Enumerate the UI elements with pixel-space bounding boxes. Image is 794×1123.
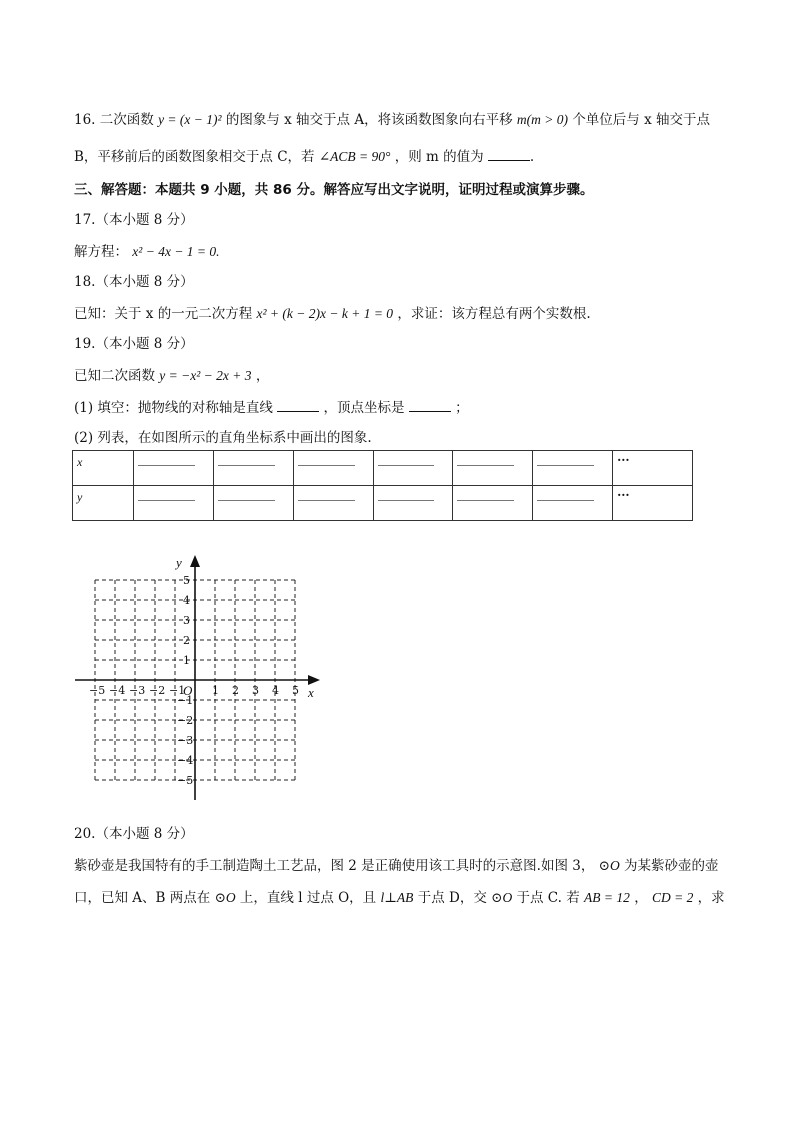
table-x-cell[interactable]	[453, 451, 533, 486]
q20-formula-6: CD = 2	[652, 890, 694, 905]
table-x-cell[interactable]	[533, 451, 613, 486]
q20-text-2e: ，	[634, 890, 648, 906]
table-x-cell[interactable]	[134, 451, 214, 486]
q16-text-2a: B，平移前后的函数图象相交于点 C，若	[74, 149, 315, 165]
q18-text-a: 已知：关于 x 的一元二次方程	[74, 306, 253, 322]
q19-part1	[74, 396, 469, 416]
x-tick-label: 5	[292, 684, 299, 697]
x-axis-label: x	[308, 685, 314, 700]
q19-body	[74, 364, 269, 384]
q20-text-1a: 紫砂壶是我国特有的手工制造陶土工艺品，图 2 是正确使用该工具时的示意图.如图 3，	[74, 858, 595, 874]
y-tick-label: −4	[177, 754, 194, 767]
q16-text-2end: .	[529, 149, 535, 165]
q16-text-1b: 的图象与 x 轴交于点 A，将该函数图象向右平移	[225, 112, 513, 128]
q19-header: 19.（本小题 8 分）	[74, 336, 194, 352]
q17-header: 17.（本小题 8 分）	[74, 212, 194, 228]
x-tick-label: −4	[109, 684, 126, 697]
q18-text-b: ，求证：该方程总有两个实数根.	[397, 306, 591, 322]
y-tick-label: 2	[183, 634, 190, 647]
q19-text-b: ，	[255, 368, 270, 384]
q18-body	[74, 302, 591, 322]
q20-formula-1: ⊙O	[598, 858, 620, 873]
table-x-more: ···	[613, 451, 693, 486]
table-x-label: x	[73, 451, 134, 486]
y-tick-label: 5	[183, 574, 190, 587]
y-tick-label: −5	[177, 774, 194, 787]
q16-formula-2: m(m > 0)	[516, 112, 569, 127]
y-tick-label: −3	[177, 734, 194, 747]
x-tick-label: 4	[272, 684, 279, 697]
q16-text-1c: 个单位后与 x 轴交于点	[572, 112, 711, 128]
q17-formula: x² − 4x − 1 = 0.	[132, 244, 220, 259]
q19-value-table	[72, 450, 693, 521]
y-tick-label: 1	[183, 654, 190, 667]
y-tick-label: −1	[177, 694, 194, 707]
table-x-cell[interactable]	[293, 451, 373, 486]
table-row-y	[73, 486, 693, 521]
x-axis-arrow	[308, 675, 320, 685]
q20-formula-5: AB = 12	[584, 890, 630, 905]
table-y-cell[interactable]	[134, 486, 214, 521]
q19-part2: (2) 列表，在如图所示的直角坐标系中画出的图象.	[74, 430, 372, 446]
q19-part1-a: (1) 填空：抛物线的对称轴是直线	[74, 400, 273, 416]
q20-text-1b: 为某紫砂壶的壶	[624, 858, 719, 874]
x-tick-label: −1	[169, 684, 186, 697]
y-tick-label: −2	[177, 714, 194, 727]
q20-formula-2: ⊙O	[214, 890, 236, 905]
q16-formula-3: ∠ACB = 90°	[318, 149, 391, 164]
q19-formula: y = −x² − 2x + 3	[159, 368, 252, 383]
x-tick-label: −3	[129, 684, 146, 697]
q18-formula: x² + (k − 2)x − k + 1 = 0	[256, 306, 394, 321]
q20-formula-3: l⊥AB	[380, 890, 414, 905]
q17-body	[74, 240, 220, 260]
q20-formula-4: ⊙O	[491, 890, 513, 905]
table-y-more: ···	[613, 486, 693, 521]
q20-line2	[74, 886, 725, 906]
x-tick-label: −5	[89, 684, 106, 697]
q17-text: 解方程：	[74, 244, 128, 260]
q20-header: 20.（本小题 8 分）	[74, 826, 194, 842]
y-tick-label: 4	[183, 594, 190, 607]
x-tick-label: 1	[212, 684, 219, 697]
table-x-cell[interactable]	[213, 451, 293, 486]
q16-line2	[74, 145, 534, 165]
q16-text-2b: ，则 m 的值为	[394, 149, 484, 165]
q16-formula-1: y = (x − 1)²	[158, 112, 222, 127]
y-axis-label: y	[176, 555, 182, 570]
table-y-cell[interactable]	[213, 486, 293, 521]
y-axis-arrow	[190, 555, 200, 567]
q19-axis-blank[interactable]	[277, 401, 319, 412]
q20-line1	[74, 854, 719, 874]
q20-text-2f: ，求	[697, 890, 725, 906]
table-y-cell[interactable]	[373, 486, 453, 521]
origin-label: O	[183, 683, 193, 698]
table-y-cell[interactable]	[533, 486, 613, 521]
coordinate-grid[interactable]	[70, 545, 330, 810]
table-x-cell[interactable]	[373, 451, 453, 486]
x-tick-labels	[89, 684, 299, 697]
q20-text-2b: 上，直线 l 过点 O，且	[239, 890, 377, 906]
q19-text-a: 已知二次函数	[74, 368, 155, 384]
table-row-x	[73, 451, 693, 486]
q16-text-1a: 16. 二次函数	[74, 112, 154, 128]
q16-answer-blank[interactable]	[488, 150, 530, 161]
q16-line1	[74, 108, 710, 128]
table-y-cell[interactable]	[293, 486, 373, 521]
q20-text-2a: 口，已知 A、B 两点在	[74, 890, 211, 906]
x-tick-label: −2	[149, 684, 166, 697]
y-tick-label: 3	[183, 614, 190, 627]
q18-header: 18.（本小题 8 分）	[74, 274, 194, 290]
q19-vertex-blank[interactable]	[409, 401, 451, 412]
x-tick-label: 2	[232, 684, 239, 697]
table-y-cell[interactable]	[453, 486, 533, 521]
q19-part1-b: ，顶点坐标是	[323, 400, 405, 416]
q20-text-2c: 于点 D，交	[417, 890, 487, 906]
section3-title: 三、解答题：本题共 9 小题，共 86 分。解答应写出文字说明，证明过程或演算步骤。	[74, 182, 594, 198]
q20-text-2d: 于点 C. 若	[516, 890, 580, 906]
table-y-label: y	[73, 486, 134, 521]
x-tick-label: 3	[252, 684, 259, 697]
q19-part1-c: ；	[455, 400, 469, 416]
